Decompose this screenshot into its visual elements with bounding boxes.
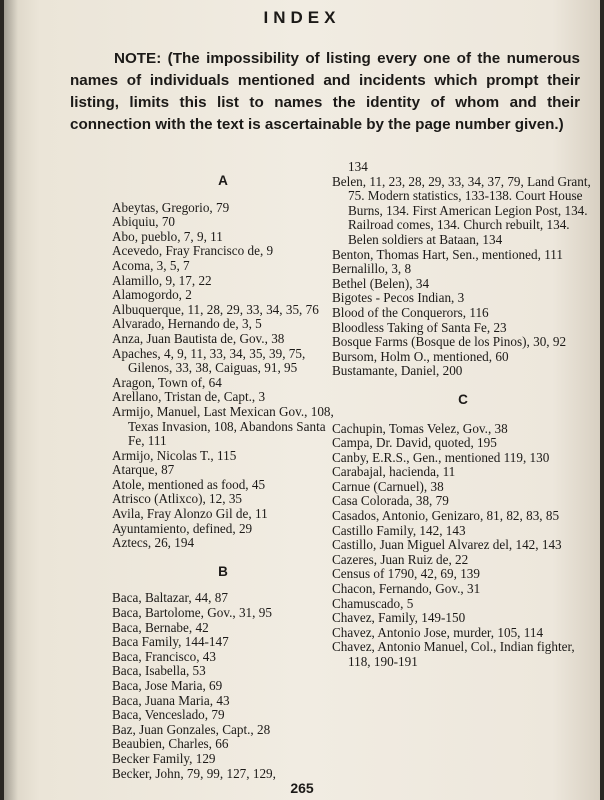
binding-shadow (4, 0, 18, 800)
index-entry: Armijo, Nicolas T., 115 (112, 447, 237, 463)
index-entry: Beaubien, Charles, 66 (112, 736, 229, 752)
left-column (112, 168, 334, 781)
index-entry: Baca, Bartolome, Gov., 31, 95 (112, 605, 272, 621)
index-entry: Casados, Antonio, Genizaro, 81, 82, 83, 85 (332, 508, 560, 524)
index-entry: Casa Colorada, 38, 79 (332, 493, 449, 509)
index-entry: Carabajal, hacienda, 11 (332, 464, 456, 480)
index-entry: Atole, mentioned as food, 45 (112, 476, 266, 492)
index-entry: Bursom, Holm O., mentioned, 60 (332, 348, 509, 364)
index-entry: Becker Family, 129 (112, 750, 216, 766)
index-entry: Bustamante, Daniel, 200 (332, 363, 463, 379)
index-entry: Albuquerque, 11, 28, 29, 33, 34, 35, 76 (112, 301, 319, 317)
index-note: NOTE: (The impossibility of listing every one of the numerous names of individuals mentioned and incidents which prompt their listing, limits this list to names the identity of whom and their connection with the text is ascertainable by the page number given.) (70, 50, 580, 133)
index-entry: Baz, Juan Gonzales, Capt., 28 (112, 721, 271, 737)
index-entry: Alamogordo, 2 (112, 287, 192, 303)
page-number: 265 (290, 780, 314, 796)
index-entry: Abiquiu, 70 (112, 214, 176, 230)
index-entry: Cachupin, Tomas Velez, Gov., 38 (332, 420, 508, 436)
index-entry: Castillo, Juan Miguel Alvarez del, 142, 143 (332, 537, 562, 553)
index-entry: Cazeres, Juan Ruiz de, 22 (332, 551, 469, 567)
page-title: INDEX (263, 8, 341, 27)
index-entry: Atarque, 87 (112, 462, 175, 478)
index-entry: Bosque Farms (Bosque de los Pinos), 30, 92 (332, 334, 567, 350)
index-entry: Chavez, Antonio Jose, murder, 105, 114 (332, 624, 544, 640)
index-entry: Avila, Fray Alonzo Gil de, 11 (112, 506, 268, 522)
index-entry: Becker, John, 79, 99, 127, 129, (112, 765, 276, 781)
index-entry: Castillo Family, 142, 143 (332, 522, 466, 538)
section-a-entries (112, 201, 334, 551)
index-entry: Baca Family, 144-147 (112, 634, 229, 650)
index-entry: Campa, Dr. David, quoted, 195 (332, 435, 497, 451)
index-entry: Carnue (Carnuel), 38 (332, 478, 444, 494)
section-letter-c: C (458, 391, 468, 407)
index-entry: Baca, Baltazar, 44, 87 (112, 590, 228, 606)
index-entry: Chavez, Family, 149-150 (332, 610, 466, 626)
index-entry: Aragon, Town of, 64 (112, 374, 222, 390)
index-entry: Benton, Thomas Hart, Sen., mentioned, 111 (332, 246, 563, 262)
index-entry: Bernalillo, 3, 8 (332, 261, 412, 277)
index-entry: Baca, Bernabe, 42 (112, 619, 209, 635)
section-letter-b: B (218, 563, 228, 579)
index-entry: Armijo, Manuel, Last Mexican Gov., 108, Texas Invasion, 108, Abandons Santa Fe, 111 (112, 403, 334, 449)
index-entry: Chavez, Antonio Manuel, Col., Indian fighter, 118, 190-191 (332, 639, 575, 669)
index-entry: Bloodless Taking of Santa Fe, 23 (332, 319, 507, 335)
index-entry: Arellano, Tristan de, Capt., 3 (112, 389, 266, 405)
index-entry: Baca, Isabella, 53 (112, 663, 206, 679)
section-b-continued-entries (332, 175, 594, 379)
index-entry: Census of 1790, 42, 69, 139 (332, 566, 480, 582)
index-entry: Atrisco (Atlixco), 12, 35 (112, 491, 243, 507)
section-c-entries (332, 422, 594, 670)
index-entry: Alvarado, Hernando de, 3, 5 (112, 316, 262, 332)
index-entry: Baca, Juana Maria, 43 (112, 692, 230, 708)
index-entry: Abeytas, Gregorio, 79 (112, 199, 230, 215)
continuation-line: 134 (348, 159, 368, 174)
index-entry: Canby, E.R.S., Gen., mentioned 119, 130 (332, 449, 550, 465)
index-entry: Chacon, Fernando, Gov., 31 (332, 581, 481, 597)
index-entry: Baca, Venceslado, 79 (112, 707, 225, 723)
index-entry: Baca, Jose Maria, 69 (112, 678, 223, 693)
index-entry: Baca, Francisco, 43 (112, 648, 216, 664)
index-entry: Chamuscado, 5 (332, 595, 414, 611)
index-entry: Aztecs, 26, 194 (112, 535, 195, 551)
index-entry: Apaches, 4, 9, 11, 33, 34, 35, 39, 75, Gilenos, 33, 38, Caiguas, 91, 95 (112, 345, 306, 376)
index-entry: Ayuntamiento, defined, 29 (112, 520, 253, 536)
book-page (4, 0, 600, 800)
section-b-entries (112, 591, 334, 781)
section-letter-a: A (218, 173, 228, 188)
index-entry: Alamillo, 9, 17, 22 (112, 272, 212, 288)
index-entry: Acevedo, Fray Francisco de, 9 (112, 243, 274, 259)
index-entry: Bethel (Belen), 34 (332, 275, 430, 291)
index-entry: Abo, pueblo, 7, 9, 11 (112, 228, 223, 244)
index-entry: Belen, 11, 23, 28, 29, 33, 34, 37, 79, Land Grant, 75. Modern statistics, 133-138. Court House Burns, 134. First American Legion Post, 134. Railroad comes, 134. Church rebuilt, 134. Belen soldiers at Bataan, 134 (332, 173, 591, 247)
index-entry: Anza, Juan Bautista de, Gov., 38 (112, 330, 285, 346)
index-entry: Bigotes - Pecos Indian, 3 (332, 290, 465, 306)
right-column (332, 160, 594, 670)
index-entry: Blood of the Conquerors, 116 (332, 304, 489, 320)
index-entry: Acoma, 3, 5, 7 (112, 257, 190, 273)
